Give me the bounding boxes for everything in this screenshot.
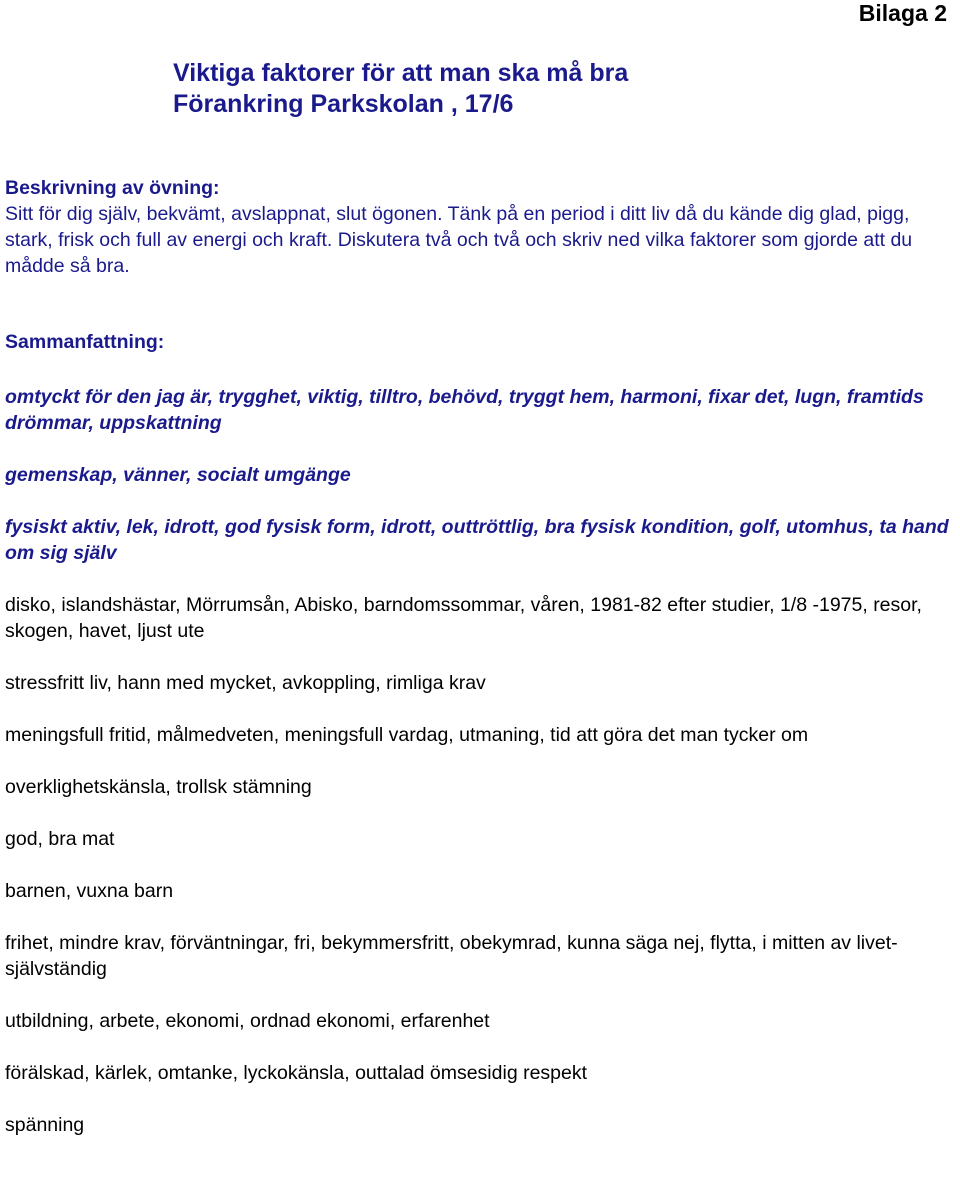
summary-item: omtyckt för den jag är, trygghet, viktig, tilltro, behövd, tryggt hem, harmoni, fixar det, lugn, framtids drömmar, uppskattning bbox=[5, 386, 924, 434]
summary-item: fysiskt aktiv, lek, idrott, god fysisk form, idrott, outtröttlig, bra fysisk kondition, golf, utomhus, ta hand om sig själv bbox=[5, 516, 949, 564]
summary-item: spänning bbox=[5, 1114, 85, 1136]
summary-item: overklighetskänsla, trollsk stämning bbox=[5, 776, 312, 798]
document-title bbox=[173, 58, 628, 120]
title-line-1: Viktiga faktorer för att man ska må bra bbox=[173, 59, 629, 87]
summary-item: god, bra mat bbox=[5, 828, 115, 850]
summary-item: meningsfull fritid, målmedveten, meningsfull vardag, utmaning, tid att göra det man tycker om bbox=[5, 724, 809, 746]
summary-item: gemenskap, vänner, socialt umgänge bbox=[5, 464, 351, 486]
summary-item: stressfritt liv, hann med mycket, avkoppling, rimliga krav bbox=[5, 672, 486, 694]
exercise-heading: Beskrivning av övning: bbox=[5, 177, 220, 199]
summary-item: utbildning, arbete, ekonomi, ordnad ekonomi, erfarenhet bbox=[5, 1010, 490, 1032]
summary-item: disko, islandshästar, Mörrumsån, Abisko, barndomssommar, våren, 1981-82 efter studier, 1/8 -1975, resor, skogen, havet, ljust ute bbox=[5, 594, 922, 642]
summary-item: förälskad, kärlek, omtanke, lyckokänsla, outtalad ömsesidig respekt bbox=[5, 1062, 588, 1084]
summary-item: barnen, vuxna barn bbox=[5, 880, 174, 902]
appendix-label: Bilaga 2 bbox=[858, 0, 947, 26]
summary-heading: Sammanfattning: bbox=[5, 331, 165, 353]
summary-item: frihet, mindre krav, förväntningar, fri, bekymmersfritt, obekymrad, kunna säga nej, flytta, i mitten av livet-självständig bbox=[5, 932, 898, 980]
summary-list bbox=[5, 384, 955, 1164]
exercise-description: Sitt för dig själv, bekvämt, avslappnat, slut ögonen. Tänk på en period i ditt liv då du kände dig glad, pigg, stark, frisk och full av energi och kraft. Diskutera två och två och skriv ned vilka faktorer som gjorde att du mådde så bra. bbox=[5, 203, 913, 277]
title-line-2: Förankring Parkskolan , 17/6 bbox=[173, 90, 514, 118]
